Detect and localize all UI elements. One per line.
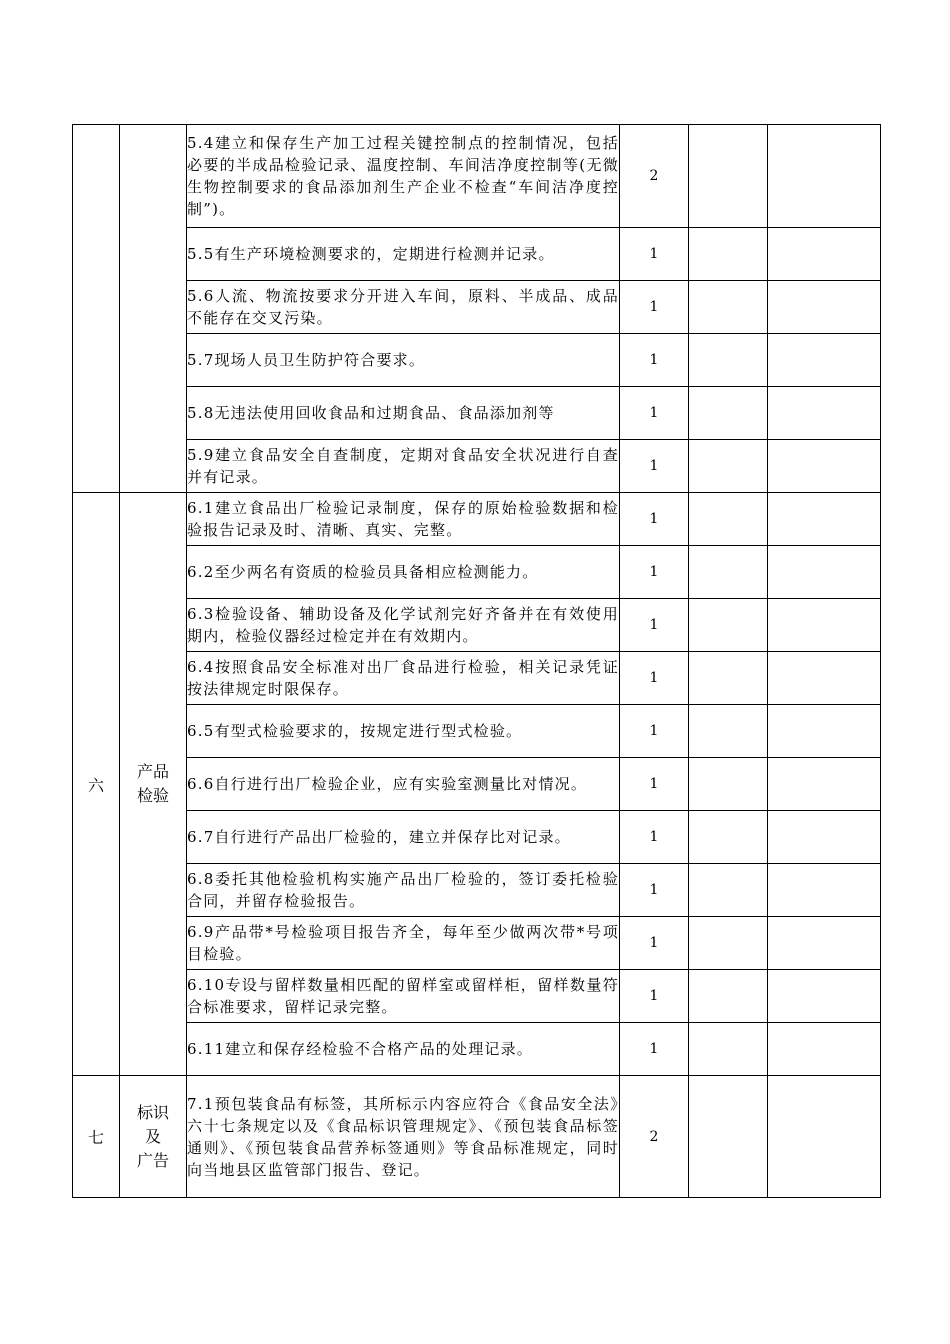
table-row bbox=[73, 228, 881, 281]
result-cell bbox=[689, 1076, 768, 1198]
result-cell bbox=[689, 652, 768, 705]
table-row bbox=[73, 546, 881, 599]
check-item-score: 1 bbox=[620, 228, 689, 281]
check-item-score: 1 bbox=[620, 864, 689, 917]
section-category bbox=[120, 1076, 187, 1198]
check-item-score: 2 bbox=[620, 1076, 689, 1198]
table-row bbox=[73, 1076, 881, 1198]
note-cell bbox=[768, 281, 881, 334]
note-cell bbox=[768, 1023, 881, 1076]
check-item-score: 1 bbox=[620, 1023, 689, 1076]
note-cell bbox=[768, 758, 881, 811]
check-item-text: 6.11建立和保存经检验不合格产品的处理记录。 bbox=[187, 1023, 620, 1076]
section-category bbox=[120, 493, 187, 1076]
note-cell bbox=[768, 1076, 881, 1198]
check-item-text: 6.2至少两名有资质的检验员具备相应检测能力。 bbox=[187, 546, 620, 599]
result-cell bbox=[689, 917, 768, 970]
check-item-score: 1 bbox=[620, 440, 689, 493]
note-cell bbox=[768, 599, 881, 652]
check-item-score: 1 bbox=[620, 599, 689, 652]
check-item-score: 2 bbox=[620, 125, 689, 228]
section-category bbox=[120, 125, 187, 493]
check-item-score: 1 bbox=[620, 281, 689, 334]
check-item-text: 6.10专设与留样数量相匹配的留样室或留样柜，留样数量符合标准要求，留样记录完整。 bbox=[187, 970, 620, 1023]
result-cell bbox=[689, 811, 768, 864]
note-cell bbox=[768, 811, 881, 864]
check-item-score: 1 bbox=[620, 758, 689, 811]
result-cell bbox=[689, 493, 768, 546]
note-cell bbox=[768, 334, 881, 387]
result-cell bbox=[689, 125, 768, 228]
result-cell bbox=[689, 440, 768, 493]
table-row bbox=[73, 281, 881, 334]
note-cell bbox=[768, 864, 881, 917]
check-item-score: 1 bbox=[620, 970, 689, 1023]
table-row bbox=[73, 705, 881, 758]
table-row bbox=[73, 970, 881, 1023]
result-cell bbox=[689, 864, 768, 917]
note-cell bbox=[768, 228, 881, 281]
table-row bbox=[73, 652, 881, 705]
result-cell bbox=[689, 334, 768, 387]
category-line: 标识 bbox=[136, 1102, 169, 1122]
note-cell bbox=[768, 705, 881, 758]
check-item-text: 6.1建立食品出厂检验记录制度，保存的原始检验数据和检验报告记录及时、清晰、真实、完整。 bbox=[187, 493, 620, 546]
check-item-text: 5.5有生产环境检测要求的，定期进行检测并记录。 bbox=[187, 228, 620, 281]
table-row bbox=[73, 387, 881, 440]
result-cell bbox=[689, 705, 768, 758]
check-item-text: 6.5有型式检验要求的，按规定进行型式检验。 bbox=[187, 705, 620, 758]
check-item-score: 1 bbox=[620, 493, 689, 546]
check-item-text: 5.8无违法使用回收食品和过期食品、食品添加剂等 bbox=[187, 387, 620, 440]
result-cell bbox=[689, 387, 768, 440]
table-row bbox=[73, 334, 881, 387]
table-row bbox=[73, 811, 881, 864]
note-cell bbox=[768, 970, 881, 1023]
table-row bbox=[73, 864, 881, 917]
check-item-text: 6.9产品带*号检验项目报告齐全，每年至少做两次带*号项目检验。 bbox=[187, 917, 620, 970]
check-item-text: 6.8委托其他检验机构实施产品出厂检验的，签订委托检验合同，并留存检验报告。 bbox=[187, 864, 620, 917]
check-item-score: 1 bbox=[620, 387, 689, 440]
result-cell bbox=[689, 599, 768, 652]
check-item-score: 1 bbox=[620, 917, 689, 970]
check-item-score: 1 bbox=[620, 652, 689, 705]
section-number: 七 bbox=[73, 1076, 120, 1198]
check-item-text: 6.6自行进行出厂检验企业，应有实验室测量比对情况。 bbox=[187, 758, 620, 811]
table-row bbox=[73, 493, 881, 546]
note-cell bbox=[768, 652, 881, 705]
note-cell bbox=[768, 387, 881, 440]
category-line: 及 bbox=[144, 1126, 161, 1146]
result-cell bbox=[689, 758, 768, 811]
check-item-score: 1 bbox=[620, 546, 689, 599]
table-row bbox=[73, 758, 881, 811]
table-row bbox=[73, 125, 881, 228]
check-item-text: 7.1预包装食品有标签，其所标示内容应符合《食品安全法》六十七条规定以及《食品标识管理规定》、《预包装食品标签通则》、《预包装食品营养标签通则》等食品标准规定，同时向当地县区监管部门报告、登记。 bbox=[187, 1076, 620, 1198]
check-item-text: 5.7现场人员卫生防护符合要求。 bbox=[187, 334, 620, 387]
table-row bbox=[73, 599, 881, 652]
result-cell bbox=[689, 546, 768, 599]
note-cell bbox=[768, 546, 881, 599]
check-item-score: 1 bbox=[620, 334, 689, 387]
check-item-text: 6.3检验设备、辅助设备及化学试剂完好齐备并在有效使用期内，检验仪器经过检定并在有效期内。 bbox=[187, 599, 620, 652]
check-item-text: 6.7自行进行产品出厂检验的，建立并保存比对记录。 bbox=[187, 811, 620, 864]
category-line: 检验 bbox=[136, 786, 169, 805]
category-line: 广告 bbox=[136, 1150, 169, 1170]
check-item-score: 1 bbox=[620, 811, 689, 864]
table-row bbox=[73, 1023, 881, 1076]
result-cell bbox=[689, 228, 768, 281]
result-cell bbox=[689, 281, 768, 334]
note-cell bbox=[768, 917, 881, 970]
check-item-text: 5.9建立食品安全自查制度，定期对食品安全状况进行自查并有记录。 bbox=[187, 440, 620, 493]
note-cell bbox=[768, 440, 881, 493]
result-cell bbox=[689, 970, 768, 1023]
result-cell bbox=[689, 1023, 768, 1076]
category-line: 产品 bbox=[136, 762, 169, 781]
section-number bbox=[73, 125, 120, 493]
section-number: 六 bbox=[73, 493, 120, 1076]
check-item-score: 1 bbox=[620, 705, 689, 758]
check-item-text: 6.4按照食品安全标准对出厂食品进行检验，相关记录凭证按法律规定时限保存。 bbox=[187, 652, 620, 705]
note-cell bbox=[768, 125, 881, 228]
table-row bbox=[73, 917, 881, 970]
check-item-text: 5.6人流、物流按要求分开进入车间，原料、半成品、成品不能存在交叉污染。 bbox=[187, 281, 620, 334]
note-cell bbox=[768, 493, 881, 546]
check-item-text: 5.4建立和保存生产加工过程关键控制点的控制情况，包括必要的半成品检验记录、温度控制、车间洁净度控制等(无微生物控制要求的食品添加剂生产企业不检查“车间洁净度控制”)。 bbox=[187, 125, 620, 228]
inspection-checklist-table bbox=[72, 124, 881, 1198]
table-row bbox=[73, 440, 881, 493]
